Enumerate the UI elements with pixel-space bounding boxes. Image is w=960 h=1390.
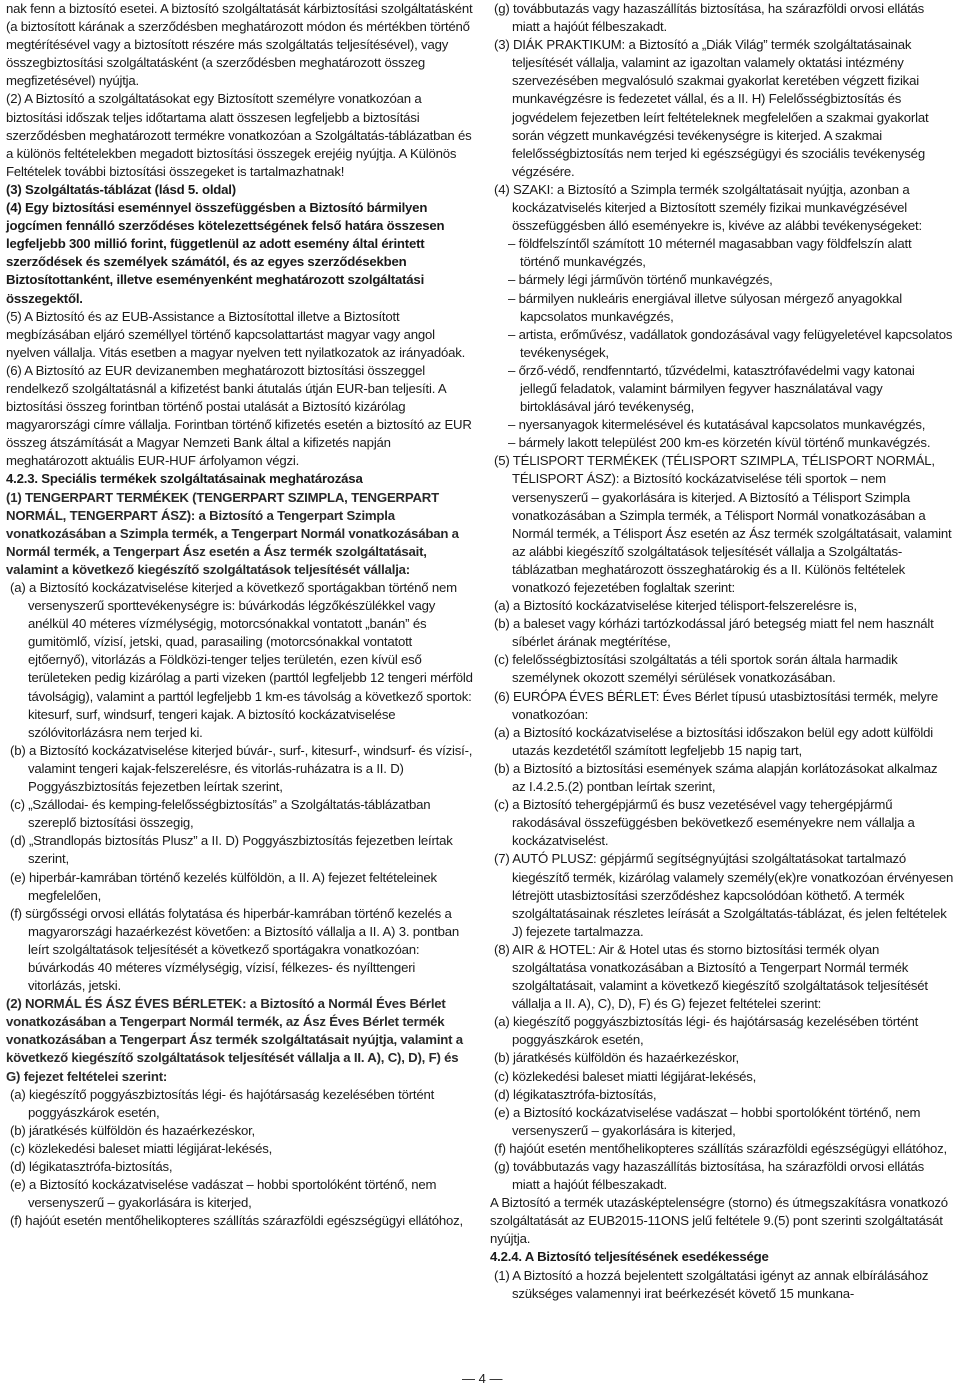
- paragraph-2: (2) A Biztosító a szolgáltatásokat egy Biztosított személyre vonatkozóan a biztosítási időszak teljes időtartama alatt összesen legfeljebb a biztosítási szerződésben meghatározott termékre vonatkozóan a Szolgáltatás-táblázatban és a különös feltételekben megadott biztosítási összegek erejéig nyújtja. A Különös Feltételek további biztosítási összegeket is tartalmazhatnak!: [6, 91, 472, 179]
- sub-item-a: (a) a Biztosító kockázatviselése kiterjed a következő sportágakban történő nem versenyszerű sporttevékenységre is: búvárkodás légzőkészülékkel vagy anélkül 40 méteres vízmélységig, motorcsónakkal vontatott „banán” és gumitömlő, vízisí, jetski, quad, parasailing (motorcsónakkal vontatott ejtőernyő), vitorlázás a Földközi-tenger teljes területén, ezen kívül eső területeken pedig kizárólag a parti vizeken (parttól legfeljebb 12 tengeri mérföld távolságig), valamint a parttól legfeljebb 1 km-es távolság a következő sportok: kitesurf, surf, windsurf, tengeri kajak. A biztosító kockázatviselése szólóvitorlázásra nem terjed ki.: [10, 580, 473, 740]
- excluded-activity: – őrző-védő, rendfenntartó, tűzvédelmi, katasztrófavédelmi vagy katonai jellegű feladatok, valamint bármilyen fegyver használatával vagy birtoklásával járó tevékenység,: [490, 362, 954, 416]
- excluded-activity: – nyersanyagok kitermelésével és kutatásával kapcsolatos munkavégzés,: [490, 416, 954, 434]
- sub-item-e: (e) a Biztosító kockázatviselése vadászat – hobbi sportolóként történő, nem versenyszerű – gyakorlására is kiterjed,: [494, 1104, 921, 1138]
- sub-item-b: (b) járatkésés külföldön és hazaérkezéskor,: [10, 1122, 256, 1138]
- sub-item-b: (b) a Biztosító kockázatviselése kiterjed búvár-, surf-, kitesurf-, windsurf- és vízisí-, valamint tengeri kajak-felszerelésre, és vitorlás-ruházatra is a II. D) Poggyászbiztosítás fejezetben leírtak szerint,: [10, 742, 473, 795]
- sub-item-b: (b) a baleset vagy kórházi tartózkodással járó betegség miatt fel nem használt síbérlet árának megtérítése,: [494, 616, 934, 650]
- sub-item-c: (c) közlekedési baleset miatti légijárat-lekésés,: [10, 1140, 273, 1156]
- item-1-tengerpart: (1) TENGERPART TERMÉKEK (TENGERPART SZIMPLA, TENGERPART NORMÁL, TENGERPART ÁSZ): a Biztosító a Tengerpart Szimpla vonatkozásában a Szimpla termék, a Tengerpart Normál vonatkozásában a Normál termék, a Tengerpart Ász esetén a Ász termék szolgáltatásait, valamint a következő kiegészítő szolgáltatások teljesítését vállalja:: [6, 489, 459, 577]
- sub-item-g: (g) továbbutazás vagy hazaszállítás biztosítása, ha szárazföldi orvosi ellátás miatt a hajóút félbeszakadt.: [494, 1, 925, 35]
- sub-item-d: (d) légikatasztrófa-biztosítás,: [494, 1086, 657, 1102]
- item-4-szaki: (4) SZAKI: a Biztosító a Szimpla termék szolgáltatásait nyújtja, azonban a kockázatviselés kiterjed a Biztosított személy fizikai munkavégzésével összefüggésben álló eseményekre is, kivéve az alábbi tevékenységeket:: [494, 181, 922, 234]
- paragraph-5-contact: (5) A Biztosító és az EUB-Assistance a Biztosítottal illetve a Biztosított megbízásában eljáró személlyel történő kapcsolattartást magyar vagy angol nyelven vállalja. Vitás esetben a magyar nyelven tett nyilatkozatok az irányadóak.: [6, 308, 466, 360]
- right-column: [490, 0, 954, 1303]
- sub-item-c: (c) felelősségbiztosítási szolgáltatás a téli sportok során általa harmadik személynek okozott személyi sérülések vonatkozásában.: [494, 652, 898, 686]
- excluded-activity: – bármely lakott települést 200 km-es körzetén kívül történő munkavégzés.: [490, 434, 954, 452]
- sub-item-a: (a) kiegészítő poggyászbiztosítás légi- és hajótársaság kezelésében történt poggyászkárok esetén,: [10, 1086, 435, 1120]
- sub-item-f: (f) hajóút esetén mentőhelikopteres szállítás szárazföldi egészségügyi ellátóhoz,: [10, 1213, 463, 1229]
- sub-item-b: (b) járatkésés külföldön és hazaérkezéskor,: [494, 1050, 740, 1066]
- paragraph-intro: nak fenn a biztosító esetei. A biztosító szolgáltatását kárbiztosítási szolgáltatásként (a biztosított kárának a szerződésben meghatározott módon és mértékben történő megtérítésével vagy a biztosított részére más szolgáltatás teljesítésével), vagy összegbiztosítási szolgáltatásként (a szerződésben meghatározott összeg megfizetésével) nyújtja.: [6, 1, 473, 89]
- item-7-auto-plusz: (7) AUTÓ PLUSZ: gépjármű segítségnyújtási szolgáltatásokat tartalmazó kiegészítő termék, kizárólag valamely személy(ek)re vonatkozóan érvényesen létrejött utasbiztosítási szerződéshez kapcsolódóan köthető. A termék szolgáltatásainak részletes leírását a Szolgáltatás-táblázat, és jelen feltételek J) fejezete tartalmazza.: [494, 851, 954, 939]
- excluded-activity: – artista, erőművész, vadállatok gondozásával vagy felügyeletével kapcsolatos tevékenységek,: [490, 326, 954, 362]
- paragraph-3-service-table: (3) Szolgáltatás-táblázat (lásd 5. oldal): [6, 181, 236, 197]
- item-8-air-hotel: (8) AIR & HOTEL: Air & Hotel utas és storno biztosítási termék olyan szolgáltatása vonatkozásában a Biztosító a Tengerpart Normál termék szolgáltatásait, valamint a következő kiegészítő szolgáltatások teljesítését vállalja a II. A), C), D), F) és G) fejezet feltételei szerint:: [494, 941, 928, 1012]
- sub-item-c: (c) „Szállodai- és kemping-felelősségbiztosítás” a Szolgáltatás-táblázatban szereplő biztosítási összegig,: [10, 797, 431, 831]
- sub-item-e: (e) hiperbár-kamrában történő kezelés külföldön, a II. A) fejezet feltételeinek megfelelően,: [10, 869, 437, 903]
- section-heading-4-2-3: 4.2.3. Speciális termékek szolgáltatásainak meghatározása: [6, 471, 363, 487]
- item-5-telisport: (5) TÉLISPORT TERMÉKEK (TÉLISPORT SZIMPLA, TÉLISPORT NORMÁL, TÉLISPORT ÁSZ): a Biztosító kockázatviselése téli sportok – nem versenyszerű – gyakorlására is kiterjed. A Biztosító a Télisport Szimpla vonatkozásában a Szimpla termék, a Télisport Normál vonatkozásában a Normál termék, a Télisport Ász esetén az Ász termék szolgáltatásait, valamint az alábbi kiegészítő szolgáltatások teljesítését vállalja a Szolgáltatás-táblázatban meghatározott összeghatárokig és a II. Különös feltételek vonatkozó fejezetében foglaltak szerint:: [494, 453, 952, 595]
- section-heading-4-2-4: 4.2.4. A Biztosító teljesítésének esedékessége: [490, 1249, 769, 1265]
- left-column: [6, 0, 474, 1230]
- sub-item-e: (e) a Biztosító kockázatviselése vadászat – hobbi sportolóként történő, nem versenyszerű – gyakorlására is kiterjed,: [10, 1177, 437, 1211]
- sub-item-a: (a) a Biztosító kockázatviselése kiterjed télisport-felszerelésre is,: [494, 598, 857, 614]
- item-3-diak-praktikum: (3) DIÁK PRAKTIKUM: a Biztosító a „Diák Világ” termék szolgáltatásainak teljesítését vállalja, valamint az igazoltan valamely oktatási intézmény szervezésében megvalósuló szakmai gyakorlat keretében végzett fizikai munkavégzésre is fedezetet vállal, és a II. H) Felelősségbiztosítás és jogvédelem fejezetben leírt feltételeknek megfelelően a szakmai gyakorlat során végzett munkavégzési tevékenységre is kiterjed. A szakmai felelősségbiztosítás nem terjed ki egészségügyi és szociális tevékenység végzésére.: [494, 37, 929, 179]
- sub-item-c: (c) a Biztosító tehergépjármű és busz vezetésével vagy tehergépjármű rakodásával összefüggésben bekövetkező eseményekre nem vállalja a kockázatviselést.: [494, 797, 915, 849]
- sub-item-c: (c) közlekedési baleset miatti légijárat-lekésés,: [494, 1068, 757, 1084]
- excluded-activity: – bármely légi járművön történő munkavégzés,: [490, 271, 954, 289]
- sub-item-d: (d) „Strandlopás biztosítás Plusz” a II. D) Poggyászbiztosítás fejezetben leírtak szerint,: [10, 833, 453, 867]
- sub-item-b: (b) a Biztosító a biztosítási események száma alapján korlátozásokat alkalmaz az I.4.2.5.(2) pontban leírtak szerint,: [494, 760, 938, 795]
- excluded-activity: – földfelszíntől számított 10 méternél magasabban vagy földfelszín alatt történő munkavégzés,: [490, 235, 954, 271]
- sub-item-f: (f) sürgősségi orvosi ellátás folytatása és hiperbár-kamrában történő kezelés a magyarországi hazaérkezést követően: a Biztosító vállalja a II. A) 3. pontban leírt szolgáltatások teljesítését a következő sportágakra vonatkozóan: búvárkodás 40 méteres vízmélységig, vízisí, félkezes- és nyílttengeri vitorlázás, jetski.: [10, 905, 460, 994]
- page-number: — 4 —: [462, 1371, 503, 1386]
- sub-item-a: (a) kiegészítő poggyászbiztosítás légi- és hajótársaság kezelésében történt poggyászkárok esetén,: [494, 1014, 919, 1048]
- sub-item-a: (a) a Biztosító kockázatviselése a biztosítási időszakon belül egy adott külföldi utazás kezdetétől számított legfeljebb 15 napig tart,: [494, 724, 934, 758]
- item-6-europa-eves-berlet: (6) EURÓPA ÉVES BÉRLET: Éves Bérlet típusú utasbiztosítási termék, melyre vonatkozóan:: [494, 688, 938, 722]
- paragraph-6-eur-payment: (6) A Biztosító az EUR devizanemben meghatározott biztosítási összeggel rendelkező szolgáltatásnál a kifizetést banki átutalás útján EUR-ban teljesíti. A biztosítási összeg forintban történő postai utalását a Biztosító kizárólag magyarországi címre vállalja. Forintban történő kifizetés esetén a biztosító az EUR összeg átszámítását a Magyar Nemzeti Bank által a kifizetés napján meghatározott aktuális EUR-HUF árfolyamon végzi.: [6, 362, 472, 469]
- excluded-activity: – bármilyen nukleáris energiával illetve súlyosan mérgező anyagokkal kapcsolatos munkavégzés,: [490, 290, 954, 326]
- sub-item-g: (g) továbbutazás vagy hazaszállítás biztosítása, ha szárazföldi orvosi ellátás miatt a hajóút félbeszakadt.: [494, 1159, 925, 1193]
- paragraph-4-2-4-1: (1) A Biztosító a hozzá bejelentett szolgáltatási igényt az annak elbírálásához szükséges valamennyi irat beérkezését követő 15 munkana-: [494, 1267, 929, 1301]
- sub-item-d: (d) légikatasztrófa-biztosítás,: [10, 1159, 173, 1174]
- item-2-eves-berletek: (2) NORMÁL ÉS ÁSZ ÉVES BÉRLETEK: a Biztosító a Normál Éves Bérlet vonatkozásában a Tengerpart Normál termék, az Ász Éves Bérlet termék vonatkozásában a Tengerpart Ász termék szolgáltatásait nyújtja, valamint a következő kiegészítő szolgáltatások teljesítését vállalja a II. A), C), D), F) és G) fejezet feltételei szerint:: [6, 996, 463, 1084]
- paragraph-storno: A Biztosító a termék utazásképtelenségre (storno) és útmegszakításra vonatkozó szolgáltatását az EUB2015-11ONS jelű feltétele 9.(5) pont szerinti szolgáltatását nyújtja.: [490, 1195, 948, 1247]
- sub-item-f: (f) hajóút esetén mentőhelikopteres szállítás szárazföldi egészségügyi ellátóhoz,: [494, 1140, 947, 1156]
- paragraph-4-liability-cap: (4) Egy biztosítási eseménnyel összefüggésben a Biztosító bármilyen jogcímen fennálló szerződéses kötelezettségének felső határa összesen legfeljebb 300 millió forint, függetlenül az adott esemény által érintett szerződések és személyek számától, és az egyes szerződésekben Biztosítottanként, illetve eseményenként meghatározott szolgáltatási összegektől.: [6, 200, 445, 306]
